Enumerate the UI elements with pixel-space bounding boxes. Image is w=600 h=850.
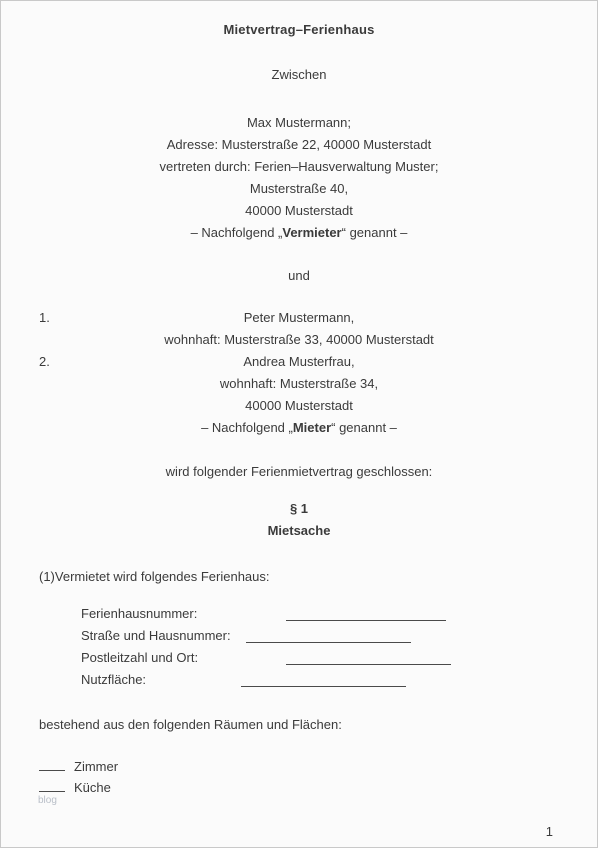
vermieter-clause-prefix: – Nachfolgend „ — [190, 225, 283, 240]
room-label-kueche: Küche — [74, 780, 111, 795]
landlord-representative: vertreten durch: Ferien–Hausverwaltung Muster; — [159, 159, 439, 174]
vermieter-clause-bold: Vermieter — [282, 225, 342, 240]
section-number: § 1 — [289, 501, 309, 516]
landlord-street: Musterstraße 40, — [249, 181, 349, 196]
und-label: und — [288, 268, 310, 283]
tenant-name-2: Andrea Musterfrau, — [243, 354, 355, 369]
zwischen-label: Zwischen — [271, 67, 327, 82]
field-blank-line — [241, 686, 406, 687]
section-title: Mietsache — [267, 523, 331, 538]
watermark: blog — [38, 795, 57, 806]
field-row-nutzflaeche — [81, 672, 559, 694]
field-label-nutzflaeche: Nutzfläche: — [81, 672, 147, 687]
tenant-row-1 — [39, 307, 559, 329]
field-label-ferienhausnummer: Ferienhausnummer: — [81, 606, 198, 621]
vermieter-clause-suffix: “ genannt – — [341, 225, 408, 240]
room-blank-line — [39, 758, 65, 771]
field-label-postleitzahl: Postleitzahl und Ort: — [81, 650, 199, 665]
rooms-block — [39, 756, 559, 798]
landlord-address: Adresse: Musterstraße 22, 40000 Musterstadt — [166, 137, 432, 152]
mieter-clause — [39, 417, 559, 439]
vermieter-clause — [39, 222, 559, 244]
room-row-kueche — [39, 777, 559, 798]
document-content — [1, 1, 597, 798]
closing-statement: wird folgender Ferienmietvertrag geschlossen: — [165, 464, 433, 479]
landlord-block — [39, 112, 559, 244]
mieter-clause-suffix: “ genannt – — [331, 420, 397, 435]
tenant-row-2 — [39, 351, 559, 373]
tenant-block — [39, 307, 559, 439]
mieter-clause-bold: Mieter — [292, 420, 332, 435]
landlord-name: Max Mustermann; — [246, 115, 352, 130]
tenant-name-1: Peter Mustermann, — [243, 310, 355, 325]
section-heading-block — [39, 498, 559, 542]
tenant-address-1: wohnhaft: Musterstraße 33, 40000 Musterstadt — [164, 332, 434, 347]
room-blank-line — [39, 779, 65, 792]
field-blank-line — [246, 642, 411, 643]
tenant-address-2: wohnhaft: Musterstraße 34, — [219, 376, 379, 391]
mieter-clause-prefix: – Nachfolgend „ — [201, 420, 293, 435]
field-blank-line — [286, 664, 451, 665]
paragraph-2: bestehend aus den folgenden Räumen und Flächen: — [39, 717, 342, 732]
document-title: Mietvertrag–Ferienhaus — [223, 22, 375, 37]
field-blank-line — [286, 620, 446, 621]
field-label-strasse: Straße und Hausnummer: — [81, 628, 231, 643]
form-fields-block — [39, 606, 559, 694]
field-row-ferienhausnummer — [81, 606, 559, 628]
room-row-zimmer — [39, 756, 559, 777]
paragraph-1: (1)Vermietet wird folgendes Ferienhaus: — [39, 569, 270, 584]
landlord-city: 40000 Musterstadt — [245, 203, 353, 218]
tenant-number-1: 1. — [39, 310, 50, 325]
tenant-city-2: 40000 Musterstadt — [245, 398, 353, 413]
field-row-strasse — [81, 628, 559, 650]
tenant-number-2: 2. — [39, 354, 50, 369]
field-row-postleitzahl — [81, 650, 559, 672]
page-number: 1 — [545, 824, 553, 839]
room-label-zimmer: Zimmer — [74, 759, 119, 774]
